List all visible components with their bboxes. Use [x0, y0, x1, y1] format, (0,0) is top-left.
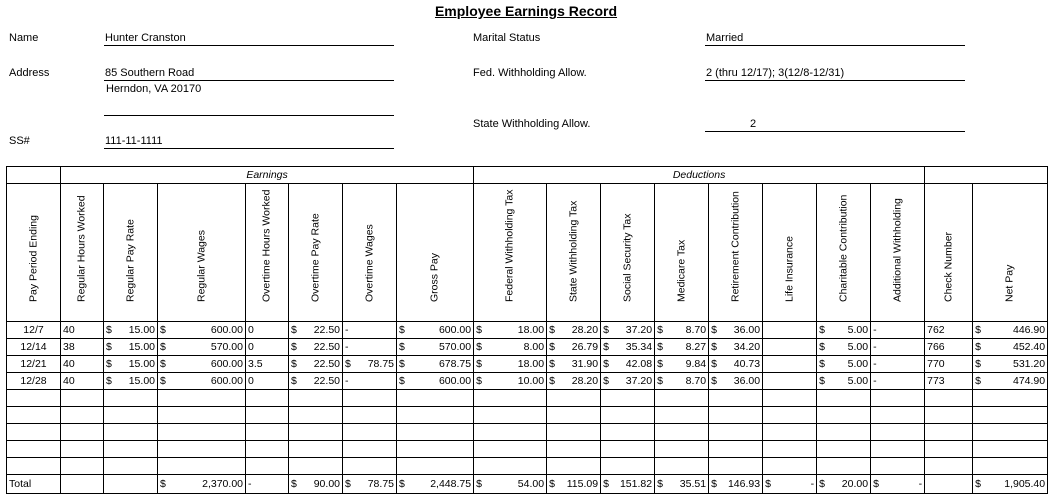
- column-header-label: Regular Hours Worked: [75, 195, 88, 302]
- cell-value: 0: [248, 323, 254, 336]
- currency-symbol: $: [657, 357, 663, 370]
- cell-value: -: [873, 357, 877, 370]
- table-cell: [763, 356, 817, 373]
- table-cell: [817, 373, 871, 390]
- fed-withholding-field: 2 (thru 12/17); 3(12/8-12/31): [705, 66, 965, 81]
- column-header: [655, 184, 709, 322]
- table-row-empty: [7, 390, 1048, 407]
- table-cell: [655, 322, 709, 339]
- currency-symbol: $: [975, 374, 981, 387]
- cell-value: -: [810, 477, 815, 490]
- cell-value: 40: [63, 357, 75, 370]
- cell-value: 600.00: [210, 357, 243, 370]
- currency-symbol: $: [291, 477, 297, 490]
- table-row-empty: [7, 441, 1048, 458]
- state-withholding-label: State Withholding Allow.: [473, 118, 591, 130]
- table-cell: [397, 356, 474, 373]
- cell-value: 8.70: [685, 323, 707, 336]
- table-cell: [973, 356, 1048, 373]
- table-cell: [474, 475, 547, 494]
- table-cell: [343, 356, 397, 373]
- column-header: [763, 184, 817, 322]
- cell-value: 15.00: [128, 374, 155, 387]
- currency-symbol: $: [549, 323, 555, 336]
- table-cell: [246, 475, 289, 494]
- column-header-label: Net Pay: [1003, 264, 1016, 302]
- currency-symbol: $: [476, 357, 482, 370]
- table-cell: [871, 475, 925, 494]
- currency-symbol: $: [819, 357, 825, 370]
- cell-value: 3.5: [248, 357, 263, 370]
- marital-status-label: Marital Status: [473, 32, 541, 44]
- cell-value: 40: [63, 374, 75, 387]
- currency-symbol: $: [476, 477, 482, 490]
- cell-value: 2,448.75: [430, 477, 472, 490]
- cell-value: 22.50: [313, 374, 340, 387]
- table-cell: [158, 339, 246, 356]
- table-cell: [61, 475, 104, 494]
- table-cell: [7, 373, 61, 390]
- currency-symbol: $: [657, 477, 663, 490]
- table-cell: [817, 475, 871, 494]
- cell-value: 78.75: [367, 357, 394, 370]
- table-cell: [289, 356, 343, 373]
- currency-symbol: $: [399, 340, 405, 353]
- column-header-label: Additional Withholding: [891, 198, 904, 302]
- currency-symbol: $: [603, 477, 609, 490]
- name-label: Name: [9, 32, 39, 44]
- column-header: [104, 184, 158, 322]
- currency-symbol: $: [476, 323, 482, 336]
- cell-value: 37.20: [625, 323, 653, 336]
- table-cell: [397, 339, 474, 356]
- earnings-table: [6, 166, 1048, 494]
- currency-symbol: $: [476, 340, 482, 353]
- column-header: [817, 184, 871, 322]
- cell-value: 18.00: [517, 357, 545, 370]
- state-withholding-field: 2: [705, 117, 965, 132]
- table-row: [7, 339, 1048, 356]
- table-cell: [817, 339, 871, 356]
- column-header: [601, 184, 655, 322]
- currency-symbol: $: [291, 357, 297, 370]
- column-header-label: State Withholding Tax: [567, 200, 580, 302]
- table-cell: [61, 356, 104, 373]
- currency-symbol: $: [975, 340, 981, 353]
- cell-value: 452.40: [1012, 340, 1046, 353]
- table-cell: [343, 339, 397, 356]
- cell-value: 8.00: [523, 340, 545, 353]
- fed-withholding-label: Fed. Withholding Allow.: [473, 67, 587, 79]
- cell-value: 8.27: [685, 340, 707, 353]
- table-cell: [104, 475, 158, 494]
- table-cell: [763, 339, 817, 356]
- table-cell: [547, 373, 601, 390]
- cell-value: 5.00: [847, 323, 869, 336]
- table-cell: [925, 373, 973, 390]
- cell-value: 570.00: [438, 340, 472, 353]
- currency-symbol: $: [603, 374, 609, 387]
- column-header-label: Federal Withholding Tax: [503, 189, 516, 302]
- table-cell: [343, 373, 397, 390]
- table-cell: [655, 339, 709, 356]
- cell-value: -: [345, 323, 349, 336]
- column-header-label: Overtime Hours Worked: [260, 189, 273, 302]
- currency-symbol: $: [603, 340, 609, 353]
- cell-value: 18.00: [517, 323, 545, 336]
- table-row: [7, 373, 1048, 390]
- cell-value: 762: [927, 323, 945, 336]
- table-cell: [655, 356, 709, 373]
- currency-symbol: $: [399, 357, 405, 370]
- cell-value: 15.00: [128, 323, 155, 336]
- table-cell: [7, 356, 61, 373]
- cell-value: 5.00: [847, 357, 869, 370]
- currency-symbol: $: [106, 323, 112, 336]
- column-header-label: Overtime Pay Rate: [309, 213, 321, 302]
- table-cell: [104, 373, 158, 390]
- currency-symbol: $: [657, 323, 663, 336]
- table-cell: [973, 339, 1048, 356]
- cell-value: 15.00: [128, 357, 155, 370]
- cell-value: 35.51: [679, 477, 707, 490]
- cell-value: 34.20: [733, 340, 761, 353]
- currency-symbol: $: [160, 477, 166, 490]
- table-row-empty: [7, 424, 1048, 441]
- cell-value: 78.75: [367, 477, 394, 490]
- cell-value: 2,370.00: [202, 477, 243, 490]
- cell-value: 12/7: [23, 323, 44, 336]
- cell-value: -: [345, 374, 349, 387]
- table-cell: [104, 322, 158, 339]
- table-cell: [246, 322, 289, 339]
- currency-symbol: $: [819, 323, 825, 336]
- table-cell: [7, 339, 61, 356]
- address-line3-underline: [104, 115, 394, 116]
- table-cell: [709, 373, 763, 390]
- table-cell: [763, 475, 817, 494]
- table-cell: [474, 322, 547, 339]
- column-header: [547, 184, 601, 322]
- table-cell: [158, 475, 246, 494]
- currency-symbol: $: [603, 323, 609, 336]
- table-cell: [104, 356, 158, 373]
- currency-symbol: $: [657, 374, 663, 387]
- table-row-empty: [7, 458, 1048, 475]
- column-header: [158, 184, 246, 322]
- column-header-label: Retirement Contribution: [729, 191, 742, 302]
- cell-value: 22.50: [313, 340, 340, 353]
- currency-symbol: $: [549, 477, 555, 490]
- table-cell: [547, 322, 601, 339]
- table-cell: [601, 475, 655, 494]
- table-cell: [655, 373, 709, 390]
- column-header-label: Overtime Wages: [363, 224, 375, 302]
- address-line1-field: 85 Southern Road: [104, 66, 394, 81]
- cell-value: 42.08: [625, 357, 653, 370]
- table-cell: [601, 356, 655, 373]
- cell-value: 40: [63, 323, 75, 336]
- column-header: [925, 184, 973, 322]
- column-header: [246, 184, 289, 322]
- table-row: [7, 356, 1048, 373]
- cell-value: 446.90: [1012, 323, 1046, 336]
- cell-value: 54.00: [517, 477, 545, 490]
- currency-symbol: $: [975, 357, 981, 370]
- cell-value: 28.20: [571, 323, 599, 336]
- table-cell: [7, 322, 61, 339]
- currency-symbol: $: [399, 374, 405, 387]
- column-header-label: Regular Wages: [195, 230, 207, 302]
- deductions-group-header: Deductions: [474, 167, 925, 184]
- cell-value: 37.20: [625, 374, 653, 387]
- cell-value: -: [248, 477, 252, 490]
- table-cell: [925, 475, 973, 494]
- cell-value: -: [345, 340, 349, 353]
- column-header: [61, 184, 104, 322]
- currency-symbol: $: [819, 340, 825, 353]
- cell-value: 474.90: [1012, 374, 1046, 387]
- column-header-label: Charitable Contribution: [837, 194, 850, 302]
- name-field: Hunter Cranston: [104, 31, 394, 46]
- column-header: [871, 184, 925, 322]
- address-line2-field: Herndon, VA 20170: [106, 83, 202, 95]
- currency-symbol: $: [291, 323, 297, 336]
- table-row-empty: [7, 407, 1048, 424]
- table-cell: [104, 339, 158, 356]
- cell-value: 26.79: [571, 340, 599, 353]
- column-header-label: Regular Pay Rate: [124, 219, 136, 302]
- table-cell: [343, 322, 397, 339]
- table-cell: [158, 373, 246, 390]
- table-cell: [973, 475, 1048, 494]
- column-header-label: Check Number: [942, 231, 955, 302]
- currency-symbol: $: [160, 357, 166, 370]
- cell-value: 35.34: [625, 340, 653, 353]
- cell-value: 20.00: [841, 477, 869, 490]
- table-cell: [871, 373, 925, 390]
- table-cell: [925, 356, 973, 373]
- table-cell: [871, 339, 925, 356]
- column-header: [709, 184, 763, 322]
- cell-value: 8.70: [685, 374, 707, 387]
- total-label: Total: [7, 475, 61, 494]
- ssn-label: SS#: [9, 135, 30, 147]
- table-cell: [474, 356, 547, 373]
- column-header: [973, 184, 1048, 322]
- cell-value: 28.20: [571, 374, 599, 387]
- table-cell: [246, 373, 289, 390]
- cell-value: -: [918, 477, 923, 490]
- table-cell: [601, 322, 655, 339]
- cell-value: 600.00: [438, 374, 472, 387]
- table-cell: [246, 356, 289, 373]
- column-header-label: Pay Period Ending: [27, 215, 39, 302]
- cell-value: -: [873, 374, 877, 387]
- table-cell: [289, 475, 343, 494]
- table-cell: [158, 356, 246, 373]
- cell-value: 773: [927, 374, 945, 387]
- currency-symbol: $: [819, 374, 825, 387]
- currency-symbol: $: [345, 477, 351, 490]
- cell-value: 0: [248, 340, 254, 353]
- column-header: [7, 184, 61, 322]
- cell-value: 31.90: [571, 357, 599, 370]
- table-cell: [547, 339, 601, 356]
- currency-symbol: $: [975, 323, 981, 336]
- cell-value: 12/28: [20, 374, 47, 387]
- cell-value: 600.00: [210, 374, 243, 387]
- table-cell: [158, 322, 246, 339]
- cell-value: 10.00: [517, 374, 545, 387]
- currency-symbol: $: [106, 340, 112, 353]
- table-cell: [474, 339, 547, 356]
- currency-symbol: $: [711, 340, 717, 353]
- table-cell: [61, 373, 104, 390]
- table-cell: [709, 356, 763, 373]
- table-cell: [973, 322, 1048, 339]
- table-cell: [817, 356, 871, 373]
- table-cell: [397, 475, 474, 494]
- column-header: [474, 184, 547, 322]
- marital-status-field: Married: [705, 31, 965, 46]
- currency-symbol: $: [399, 477, 405, 490]
- cell-value: 115.09: [566, 477, 599, 490]
- currency-symbol: $: [657, 340, 663, 353]
- table-cell: [709, 322, 763, 339]
- table-row: [7, 322, 1048, 339]
- column-header-label: Gross Pay: [428, 252, 441, 302]
- cell-value: 9.84: [685, 357, 707, 370]
- table-cell: [547, 475, 601, 494]
- currency-symbol: $: [765, 477, 771, 490]
- cell-value: 36.00: [733, 374, 761, 387]
- currency-symbol: $: [603, 357, 609, 370]
- cell-value: 90.00: [313, 477, 340, 490]
- currency-symbol: $: [549, 357, 555, 370]
- column-header: [397, 184, 474, 322]
- column-header: [343, 184, 397, 322]
- cell-value: -: [873, 340, 877, 353]
- cell-value: 12/14: [20, 340, 47, 353]
- currency-symbol: $: [711, 477, 717, 490]
- table-cell: [601, 373, 655, 390]
- table-cell: [246, 339, 289, 356]
- cell-value: 570.00: [210, 340, 243, 353]
- cell-value: 5.00: [847, 340, 869, 353]
- currency-symbol: $: [819, 477, 825, 490]
- cell-value: 5.00: [847, 374, 869, 387]
- table-cell: [397, 373, 474, 390]
- cell-value: 40.73: [733, 357, 761, 370]
- table-cell: [973, 373, 1048, 390]
- currency-symbol: $: [711, 323, 717, 336]
- total-row: [7, 475, 1048, 494]
- table-cell: [763, 322, 817, 339]
- table-cell: [817, 322, 871, 339]
- cell-value: 22.50: [313, 323, 340, 336]
- currency-symbol: $: [160, 323, 166, 336]
- table-cell: [925, 322, 973, 339]
- cell-value: 36.00: [733, 323, 761, 336]
- column-header-label: Life Insurance: [783, 236, 796, 302]
- earnings-group-header: Earnings: [61, 167, 474, 184]
- cell-value: 151.82: [619, 477, 653, 490]
- cell-value: 38: [63, 340, 75, 353]
- currency-symbol: $: [549, 340, 555, 353]
- table-cell: [61, 339, 104, 356]
- cell-value: 0: [248, 374, 254, 387]
- cell-value: 531.20: [1012, 357, 1046, 370]
- table-cell: [763, 373, 817, 390]
- table-cell: [289, 373, 343, 390]
- currency-symbol: $: [106, 357, 112, 370]
- currency-symbol: $: [549, 374, 555, 387]
- table-cell: [61, 322, 104, 339]
- column-header-label: Medicare Tax: [675, 239, 688, 302]
- currency-symbol: $: [975, 477, 981, 490]
- currency-symbol: $: [160, 340, 166, 353]
- page-title: Employee Earnings Record: [434, 3, 618, 19]
- cell-value: 600.00: [210, 323, 243, 336]
- column-header: [289, 184, 343, 322]
- table-cell: [655, 475, 709, 494]
- table-cell: [289, 322, 343, 339]
- table-cell: [871, 322, 925, 339]
- cell-value: 770: [927, 357, 945, 370]
- cell-value: 1,905.40: [1004, 477, 1046, 490]
- cell-value: 146.93: [727, 477, 761, 490]
- currency-symbol: $: [399, 323, 405, 336]
- currency-symbol: $: [711, 357, 717, 370]
- table-cell: [547, 356, 601, 373]
- currency-symbol: $: [106, 374, 112, 387]
- currency-symbol: $: [873, 477, 879, 490]
- currency-symbol: $: [160, 374, 166, 387]
- table-cell: [397, 322, 474, 339]
- currency-symbol: $: [291, 374, 297, 387]
- column-header-label: Social Security Tax: [621, 213, 634, 302]
- table-cell: [343, 475, 397, 494]
- table-cell: [289, 339, 343, 356]
- ssn-field: 111-11-1111: [104, 134, 394, 149]
- table-cell: [709, 339, 763, 356]
- table-cell: [601, 339, 655, 356]
- cell-value: 15.00: [128, 340, 155, 353]
- table-cell: [474, 373, 547, 390]
- table-cell: [871, 356, 925, 373]
- table-cell: [925, 339, 973, 356]
- address-label: Address: [9, 67, 50, 79]
- cell-value: 678.75: [438, 357, 472, 370]
- cell-value: 600.00: [438, 323, 472, 336]
- table-cell: [709, 475, 763, 494]
- cell-value: 766: [927, 340, 945, 353]
- cell-value: 12/21: [20, 357, 47, 370]
- currency-symbol: $: [711, 374, 717, 387]
- currency-symbol: $: [291, 340, 297, 353]
- cell-value: -: [873, 323, 877, 336]
- currency-symbol: $: [476, 374, 482, 387]
- currency-symbol: $: [345, 357, 351, 370]
- cell-value: 22.50: [313, 357, 340, 370]
